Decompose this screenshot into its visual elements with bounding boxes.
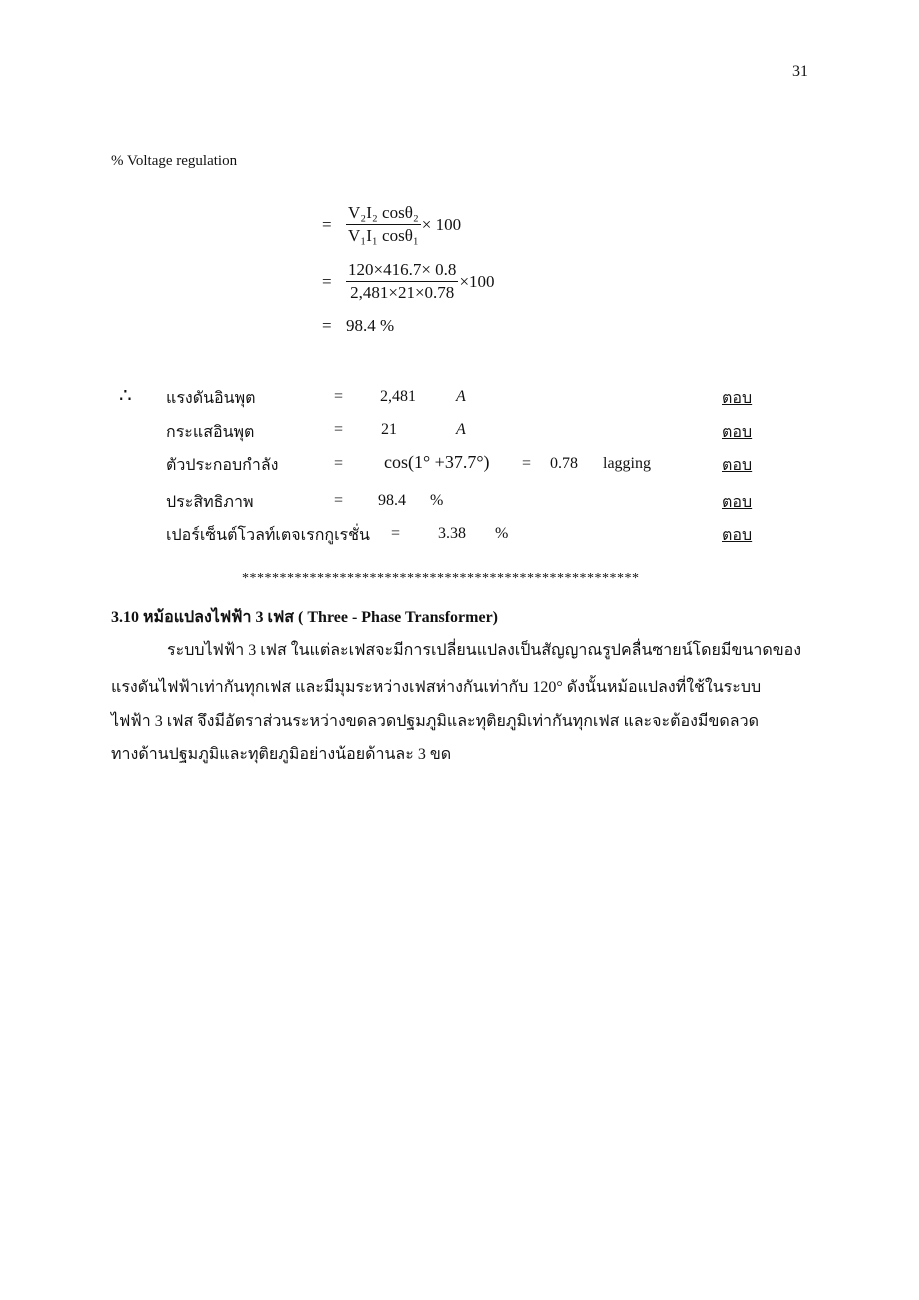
answer-note-lagging: lagging	[603, 455, 651, 472]
fraction-2-denominator: 2,481×21×0.78	[350, 283, 455, 302]
therefore-symbol: ∴	[119, 385, 132, 407]
equals-sign: =	[322, 271, 332, 291]
equation-line-2	[322, 260, 495, 303]
answer-value-efficiency: 98.4	[378, 492, 406, 509]
fraction-2	[346, 260, 458, 303]
voltage-regulation-heading: % Voltage regulation	[111, 153, 238, 169]
answer-equals: =	[334, 492, 344, 509]
answer-unit-input-current: A	[456, 421, 466, 438]
answer-unit-voltage-regulation: %	[495, 525, 509, 542]
answer-equals: =	[334, 455, 344, 472]
answer-equals: =	[391, 525, 401, 542]
voltage-regulation-result: 98.4 %	[346, 316, 395, 335]
answer-value-input-current: 21	[381, 421, 397, 438]
page-number: 31	[792, 63, 808, 80]
separator-stars: *****************************************************	[242, 571, 640, 586]
answer-label-power-factor: ตัวประกอบกำลัง	[166, 457, 279, 474]
section-title: 3.10 หม้อแปลงไฟฟ้า 3 เฟส ( Three - Phase Transformer)	[111, 609, 498, 626]
answer-marker: ตอบ	[722, 527, 753, 544]
answer-marker: ตอบ	[722, 424, 753, 441]
answer-value-voltage-regulation: 3.38	[438, 525, 466, 542]
answer-result-power-factor: 0.78	[550, 455, 578, 472]
answer-equals: =	[334, 388, 344, 405]
equals-sign: =	[322, 316, 332, 335]
paragraph-line-3: ไฟฟ้า 3 เฟส จึงมีอัตราส่วนระหว่างขดลวดปฐมภูมิและทุติยภูมิเท่ากันทุกเฟส และจะต้องมีขดลวด	[111, 713, 759, 730]
answer-value-input-voltage: 2,481	[380, 388, 416, 405]
answer-value-power-factor: cos(1° +37.7°)	[384, 452, 490, 472]
fraction-1-denominator: V₁I₁ cosθ₁	[348, 226, 419, 245]
answer-marker: ตอบ	[722, 457, 753, 474]
paragraph-line-1: ระบบไฟฟ้า 3 เฟส ในแต่ละเฟสจะมีการเปลี่ยนแปลงเป็นสัญญาณรูปคลื่นซายน์โดยมีขนาดของ	[167, 642, 802, 659]
answer-marker: ตอบ	[722, 390, 753, 407]
multiplier-1: × 100	[421, 214, 462, 234]
answer-unit-efficiency: %	[430, 492, 444, 509]
equation-line-1	[322, 203, 461, 246]
answer-label-input-current: กระแสอินพุต	[166, 424, 255, 441]
answer-marker: ตอบ	[722, 494, 753, 511]
fraction-2-numerator: 120×416.7× 0.8	[346, 260, 458, 282]
answer-label-efficiency: ประสิทธิภาพ	[166, 494, 254, 511]
answer-equals-2: =	[522, 455, 532, 472]
multiplier-2: ×100	[459, 271, 495, 291]
paragraph-line-2: แรงดันไฟฟ้าเท่ากันทุกเฟส และมีมุมระหว่างเฟสห่างกันเท่ากับ 120° ดังนั้นหม้อแปลงที่ใช้ในระบบ	[111, 679, 762, 696]
answer-equals: =	[334, 421, 344, 438]
paragraph-line-4: ทางด้านปฐมภูมิและทุติยภูมิอย่างน้อยด้านละ 3 ขด	[111, 746, 452, 763]
fraction-1-numerator: V₂I₂ cosθ₂	[346, 203, 421, 225]
answer-label-voltage-regulation: เปอร์เซ็นต์โวลท์เตจเรกกูเรชั่น	[166, 527, 370, 544]
answer-unit-input-voltage: A	[456, 388, 466, 405]
equals-sign: =	[322, 214, 332, 234]
fraction-1	[346, 203, 421, 246]
answer-label-input-voltage: แรงดันอินพุต	[166, 390, 256, 407]
equation-line-3	[322, 316, 394, 336]
